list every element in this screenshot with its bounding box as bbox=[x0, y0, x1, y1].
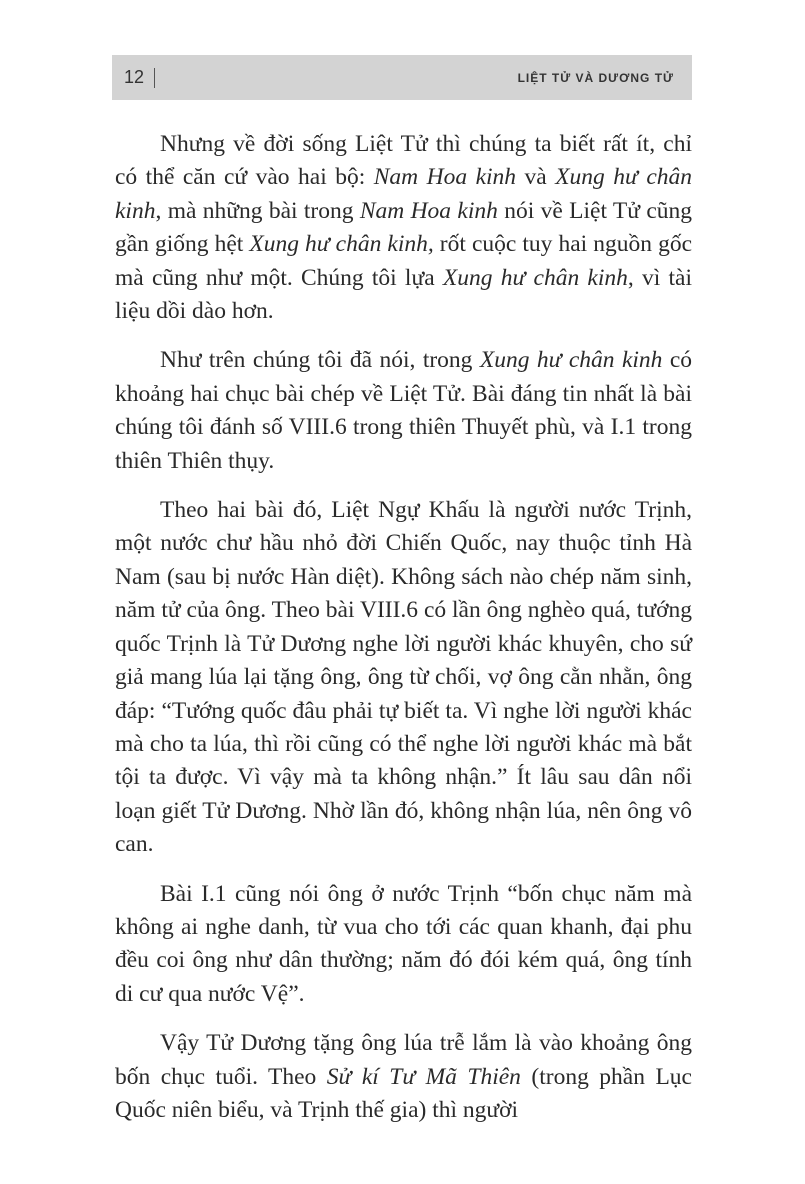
text-run: Vậy Tử Dương tặng ông lúa trễ lắm là vào khoảng ông bốn chục tuổi. Theo bbox=[115, 1030, 692, 1090]
italic-title: Xung hư chân kinh, bbox=[249, 231, 434, 258]
italic-title: Xung hư chân kinh bbox=[479, 347, 663, 374]
italic-title: Sử kí Tư Mã Thiên bbox=[326, 1063, 521, 1090]
text-run: (trong phần Lục Quốc niên biểu, và Trịnh thế gia) thì người bbox=[115, 1063, 692, 1123]
body-text bbox=[115, 128, 692, 1143]
paragraph bbox=[115, 128, 692, 328]
paragraph bbox=[115, 494, 692, 861]
paragraph bbox=[115, 878, 692, 1012]
paragraph bbox=[115, 344, 692, 478]
header-divider bbox=[154, 68, 155, 88]
text-run: nói về Liệt Tử cũng gần giống hệt bbox=[115, 197, 693, 258]
page-number bbox=[124, 67, 155, 88]
text-run: , vì tài liệu dồi dào hơn. bbox=[115, 264, 692, 325]
italic-title: Xung hư chân kinh bbox=[442, 264, 628, 291]
text-run: Như trên chúng tôi đã nói, trong bbox=[160, 347, 480, 374]
text-run: Theo hai bài đó, Liệt Ngự Khấu là người nước Trịnh, một nước chư hầu nhỏ đời Chiến Quốc, nay thuộc tỉnh Hà Nam (sau bị nước Hàn diệt). Không sách nào chép năm sinh, năm tử của ông. Theo bài VIII.6 có lần ông nghèo quá, tướng quốc Trịnh là Tử Dương nghe lời người khác khuyên, cho sứ giả mang lúa lại tặng ông, ông từ chối, vợ ông cằn nhằn, ông đáp: “Tướng quốc đâu phải tự biết ta. Vì nghe lời người khác mà cho ta lúa, thì rồi cũng có thể nghe lời người khác mà bắt tội ta được. Vì vậy mà ta không nhận.” Ít lâu sau dân nổi loạn giết Tử Dương. Nhờ lần đó, không nhận lúa, nên ông vô can. bbox=[115, 497, 692, 858]
italic-title: Nam Hoa kinh bbox=[373, 164, 517, 191]
text-run: rốt cuộc tuy hai nguồn gốc mà cũng như một. Chúng tôi lựa bbox=[115, 231, 692, 291]
running-header bbox=[112, 55, 692, 100]
text-run: có khoảng hai chục bài chép về Liệt Tử. Bài đáng tin nhất là bài chúng tôi đánh số VIII.6 trong thiên Thuyết phù, và I.1 trong thiên Thiên thụy. bbox=[115, 347, 693, 474]
text-run: Nhưng về đời sống Liệt Tử thì chúng ta biết rất ít, chỉ có thể căn cứ vào hai bộ: bbox=[115, 131, 692, 191]
text-run: , mà những bài trong bbox=[155, 197, 360, 224]
text-run: Bài I.1 cũng nói ông ở nước Trịnh “bốn chục năm mà không ai nghe danh, từ vua cho tới các quan khanh, đại phu đều coi ông như dân thường; năm đó đói kém quá, ông tính di cư qua nước Vệ”. bbox=[115, 880, 692, 1007]
page-number-text: 12 bbox=[124, 67, 145, 87]
running-title: LIỆT TỬ VÀ DƯƠNG TỬ bbox=[517, 70, 674, 85]
italic-title: Nam Hoa kinh bbox=[359, 197, 498, 224]
italic-title: Xung hư chân kinh bbox=[115, 164, 693, 224]
paragraph bbox=[115, 1027, 692, 1127]
text-run: và bbox=[516, 164, 556, 191]
